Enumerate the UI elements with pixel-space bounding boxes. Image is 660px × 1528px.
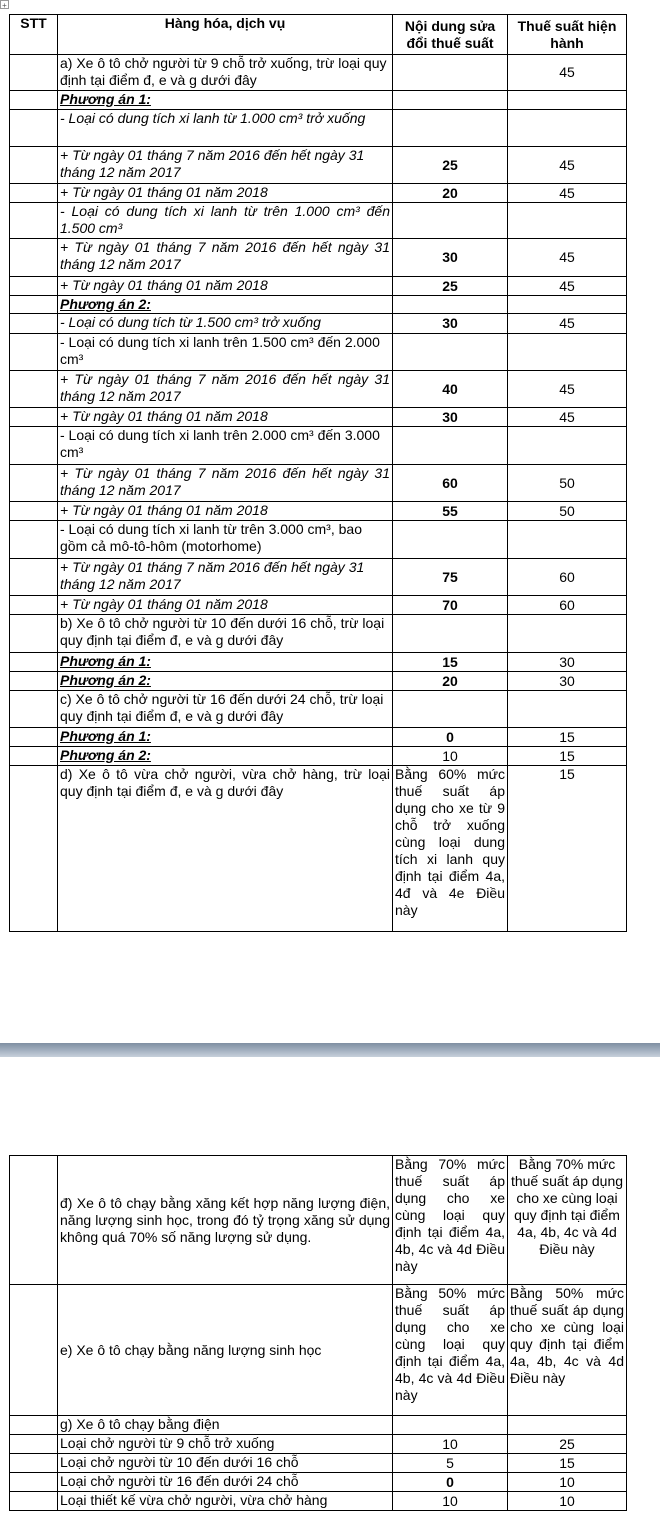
current-cell: 60 [508, 596, 627, 615]
stt-cell [10, 239, 58, 277]
goods-cell: - Loại có dung tích xi lanh trên 1.500 cm³ đến 2.000 cm³ [58, 334, 393, 371]
change-cell: Bằng 60% mức thuế suất áp dụng cho xe từ 9 chỗ trở xuống cùng loại dung tích xi lanh quy định tại điểm 4a, 4đ và 4e Điều này [393, 766, 508, 932]
plan-label: Phương án 1: [58, 91, 393, 110]
table-row [10, 147, 627, 184]
header-change: Nội dung sửa đổi thuế suất [393, 15, 508, 55]
tax-rate-table-part-1 [9, 14, 627, 932]
goods-cell: c) Xe ô tô chở người từ 16 đến dưới 24 chỗ, trừ loại quy định tại điểm đ, e và g dưới đây [58, 691, 393, 728]
stt-cell [10, 559, 58, 596]
change-cell: 20 [393, 184, 508, 203]
stt-cell [10, 502, 58, 521]
current-cell: 45 [508, 239, 627, 277]
stt-cell [10, 521, 58, 559]
goods-cell: + Từ ngày 01 tháng 01 năm 2018 [58, 277, 393, 296]
change-cell [393, 110, 508, 147]
table-row [10, 371, 627, 408]
goods-cell: đ) Xe ô tô chạy bằng xăng kết hợp năng lượng điện, năng lượng sinh học, trong đó tỷ trọng xăng sử dụng không quá 70% số năng lượng sử dụng. [58, 1156, 393, 1285]
current-cell: 50 [508, 502, 627, 521]
stt-cell [10, 147, 58, 184]
change-cell: 10 [393, 747, 508, 766]
current-cell: 45 [508, 314, 627, 334]
table-row [10, 672, 627, 691]
plan-label: Phương án 1: [58, 728, 393, 747]
change-cell: 0 [393, 1473, 508, 1492]
table-row [10, 1435, 627, 1454]
change-cell: 5 [393, 1454, 508, 1473]
table-row [10, 653, 627, 672]
goods-cell: + Từ ngày 01 tháng 01 năm 2018 [58, 184, 393, 203]
stt-cell [10, 1492, 58, 1511]
table-row [10, 1492, 627, 1511]
stt-cell [10, 296, 58, 314]
table-row [10, 559, 627, 596]
tax-rate-table-part-2 [9, 1155, 627, 1511]
goods-cell: + Từ ngày 01 tháng 7 năm 2016 đến hết ngày 31 tháng 12 năm 2017 [58, 239, 393, 277]
table-header-row [10, 15, 627, 55]
table-row [10, 110, 627, 147]
goods-cell: e) Xe ô tô chạy bằng năng lượng sinh học [58, 1285, 393, 1416]
goods-cell: - Loại có dung tích xi lanh từ 1.000 cm³ trở xuống [58, 110, 393, 147]
stt-cell [10, 277, 58, 296]
change-cell [393, 91, 508, 110]
table-row [10, 334, 627, 371]
stt-cell [10, 184, 58, 203]
current-cell [508, 296, 627, 314]
change-cell [393, 691, 508, 728]
table-row [10, 91, 627, 110]
stt-cell [10, 747, 58, 766]
stt-cell [10, 691, 58, 728]
stt-cell [10, 766, 58, 932]
current-cell [508, 691, 627, 728]
plan-label: Phương án 2: [58, 747, 393, 766]
table-row [10, 1156, 627, 1285]
goods-cell: Loại thiết kế vừa chở người, vừa chở hàng [58, 1492, 393, 1511]
stt-cell [10, 1156, 58, 1285]
table-row [10, 184, 627, 203]
table-row [10, 1285, 627, 1416]
page-break-divider [0, 1043, 660, 1057]
current-cell [508, 110, 627, 147]
change-cell: 30 [393, 239, 508, 277]
table-row [10, 691, 627, 728]
current-cell: Bằng 70% mức thuế suất áp dụng cho xe cùng loại quy định tại điểm 4a, 4b, 4c và 4d Điều này [508, 1156, 627, 1285]
stt-cell [10, 334, 58, 371]
current-cell: 45 [508, 277, 627, 296]
change-cell: Bằng 70% mức thuế suất áp dụng cho xe cùng loại quy định tại điểm 4a, 4b, 4c và 4d Điều này [393, 1156, 508, 1285]
change-cell [393, 296, 508, 314]
change-cell: 55 [393, 502, 508, 521]
change-cell [393, 55, 508, 91]
current-cell: 45 [508, 55, 627, 91]
goods-cell: g) Xe ô tô chạy bằng điện [58, 1416, 393, 1435]
table-row [10, 747, 627, 766]
table-row [10, 314, 627, 334]
goods-cell: + Từ ngày 01 tháng 01 năm 2018 [58, 502, 393, 521]
current-cell: 25 [508, 1435, 627, 1454]
goods-cell: + Từ ngày 01 tháng 7 năm 2016 đến hết ngày 31 tháng 12 năm 2017 [58, 465, 393, 502]
current-cell: 50 [508, 465, 627, 502]
stt-cell [10, 314, 58, 334]
current-cell [508, 1416, 627, 1435]
change-cell: 25 [393, 277, 508, 296]
goods-cell: Loại chở người từ 10 đến dưới 16 chỗ [58, 1454, 393, 1473]
table-row [10, 1454, 627, 1473]
stt-cell [10, 408, 58, 427]
current-cell [508, 427, 627, 465]
change-cell: 0 [393, 728, 508, 747]
current-cell [508, 521, 627, 559]
current-cell: 15 [508, 728, 627, 747]
stt-cell [10, 596, 58, 615]
change-cell: Bằng 50% mức thuế suất áp dụng cho xe cùng loại quy định tại điểm 4a, 4b, 4c và 4d Điều này [393, 1285, 508, 1416]
current-cell: 45 [508, 184, 627, 203]
change-cell [393, 1416, 508, 1435]
current-cell [508, 615, 627, 653]
plan-label: Phương án 1: [58, 653, 393, 672]
table-row [10, 203, 627, 239]
stt-cell [10, 1416, 58, 1435]
change-cell: 10 [393, 1492, 508, 1511]
current-cell: 30 [508, 653, 627, 672]
header-current: Thuế suất hiện hành [508, 15, 627, 55]
table-row [10, 465, 627, 502]
current-cell: 45 [508, 147, 627, 184]
goods-cell: Loại chở người từ 9 chỗ trở xuống [58, 1435, 393, 1454]
change-cell [393, 521, 508, 559]
change-cell: 20 [393, 672, 508, 691]
change-cell: 40 [393, 371, 508, 408]
current-cell: 60 [508, 559, 627, 596]
goods-cell: - Loại có dung tích từ 1.500 cm³ trở xuống [58, 314, 393, 334]
goods-cell: + Từ ngày 01 tháng 7 năm 2016 đến hết ngày 31 tháng 12 năm 2017 [58, 371, 393, 408]
stt-cell [10, 615, 58, 653]
table-row [10, 277, 627, 296]
stt-cell [10, 1435, 58, 1454]
stt-cell [10, 672, 58, 691]
table-row [10, 1473, 627, 1492]
table-row [10, 596, 627, 615]
table-row [10, 521, 627, 559]
change-cell: 70 [393, 596, 508, 615]
change-cell: 30 [393, 408, 508, 427]
stt-cell [10, 728, 58, 747]
change-cell [393, 334, 508, 371]
stt-cell [10, 465, 58, 502]
stt-cell [10, 371, 58, 408]
change-cell [393, 203, 508, 239]
current-cell: 10 [508, 1473, 627, 1492]
header-goods: Hàng hóa, dịch vụ [58, 15, 393, 55]
current-cell: 10 [508, 1492, 627, 1511]
change-cell: 10 [393, 1435, 508, 1454]
change-cell: 60 [393, 465, 508, 502]
current-cell [508, 334, 627, 371]
stt-cell [10, 1454, 58, 1473]
goods-cell: - Loại có dung tích xi lanh trên 2.000 cm³ đến 3.000 cm³ [58, 427, 393, 465]
current-cell [508, 203, 627, 239]
change-cell [393, 427, 508, 465]
stt-cell [10, 1473, 58, 1492]
current-cell: 15 [508, 747, 627, 766]
table-move-handle[interactable]: + [0, 0, 9, 9]
current-cell: 15 [508, 1454, 627, 1473]
current-cell: 30 [508, 672, 627, 691]
stt-cell [10, 91, 58, 110]
goods-cell: a) Xe ô tô chở người từ 9 chỗ trở xuống, trừ loại quy định tại điểm đ, e và g dưới đây [58, 55, 393, 91]
table-row [10, 55, 627, 91]
current-cell: 45 [508, 371, 627, 408]
table-row [10, 296, 627, 314]
change-cell [393, 615, 508, 653]
stt-cell [10, 110, 58, 147]
plan-label: Phương án 2: [58, 672, 393, 691]
table-row [10, 502, 627, 521]
change-cell: 15 [393, 653, 508, 672]
table-row [10, 728, 627, 747]
current-cell: Bằng 50% mức thuế suất áp dụng cho xe cùng loại quy định tại điểm 4a, 4b, 4c và 4d Điều này [508, 1285, 627, 1416]
stt-cell [10, 203, 58, 239]
table-row [10, 427, 627, 465]
plan-label: Phương án 2: [58, 296, 393, 314]
goods-cell: d) Xe ô tô vừa chở người, vừa chở hàng, trừ loại quy định tại điểm đ, e và g dưới đây [58, 766, 393, 932]
current-cell: 45 [508, 408, 627, 427]
stt-cell [10, 427, 58, 465]
table-row [10, 239, 627, 277]
table-row [10, 766, 627, 932]
goods-cell: + Từ ngày 01 tháng 01 năm 2018 [58, 596, 393, 615]
table-row [10, 1416, 627, 1435]
goods-cell: + Từ ngày 01 tháng 7 năm 2016 đến hết ngày 31 tháng 12 năm 2017 [58, 147, 393, 184]
goods-cell: Loại chở người từ 16 đến dưới 24 chỗ [58, 1473, 393, 1492]
goods-cell: - Loại có dung tích xi lanh từ trên 1.000 cm³ đến 1.500 cm³ [58, 203, 393, 239]
change-cell: 25 [393, 147, 508, 184]
current-cell [508, 91, 627, 110]
change-cell: 75 [393, 559, 508, 596]
current-cell: 15 [508, 766, 627, 932]
stt-cell [10, 653, 58, 672]
stt-cell [10, 55, 58, 91]
goods-cell: b) Xe ô tô chở người từ 10 đến dưới 16 chỗ, trừ loại quy định tại điểm đ, e và g dưới đây [58, 615, 393, 653]
header-stt: STT [10, 15, 58, 55]
table-row [10, 408, 627, 427]
stt-cell [10, 1285, 58, 1416]
goods-cell: + Từ ngày 01 tháng 01 năm 2018 [58, 408, 393, 427]
table-row [10, 615, 627, 653]
goods-cell: - Loại có dung tích xi lanh từ trên 3.000 cm³, bao gồm cả mô-tô-hôm (motorhome) [58, 521, 393, 559]
change-cell: 30 [393, 314, 508, 334]
goods-cell: + Từ ngày 01 tháng 7 năm 2016 đến hết ngày 31 tháng 12 năm 2017 [58, 559, 393, 596]
